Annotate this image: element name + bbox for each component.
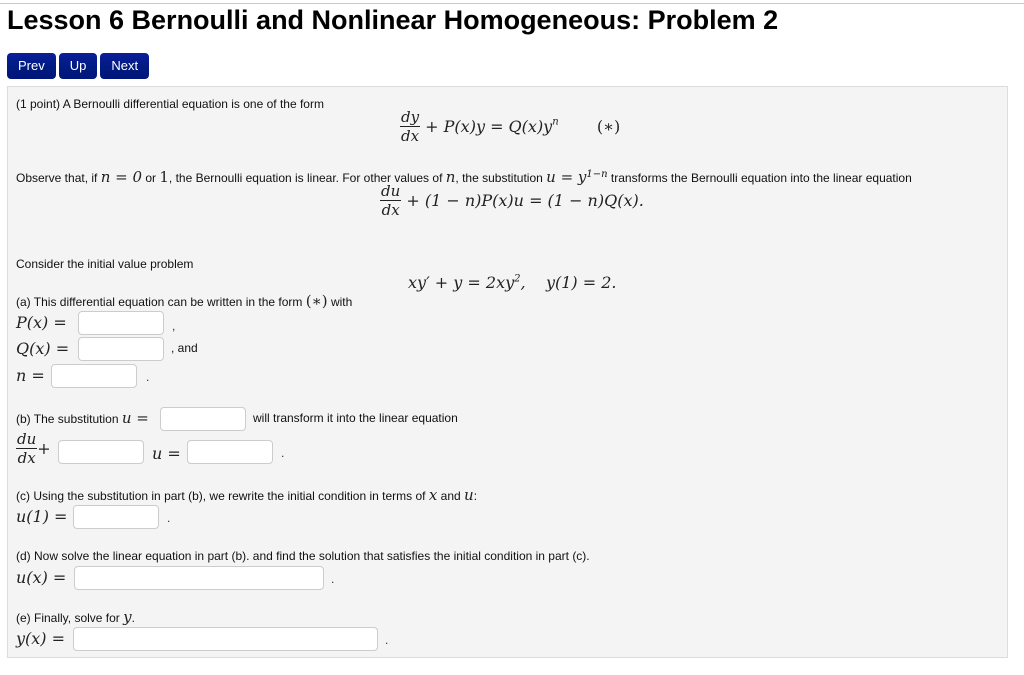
up-button[interactable]: Up bbox=[59, 53, 98, 79]
rhs-input[interactable] bbox=[187, 440, 273, 464]
part-c-text: (c) Using the substitution in part (b), we rewrite the initial condition in terms of x and u: bbox=[16, 486, 478, 504]
part-e-period: . bbox=[385, 633, 389, 647]
part-c-period: . bbox=[167, 511, 171, 525]
q-of-x-label: Q(x) = bbox=[16, 339, 70, 358]
part-a-text: (a) This differential equation can be written in the form (∗) with bbox=[16, 292, 353, 310]
du-dx-fraction-b: $\frac{du}{dx}$ bbox=[17, 430, 37, 467]
p-comma: , bbox=[172, 319, 176, 333]
part-d-period: . bbox=[331, 572, 335, 586]
part-b-text: (b) The substitution u = bbox=[16, 409, 149, 427]
n-period: . bbox=[146, 370, 150, 384]
part-b-period: . bbox=[281, 446, 285, 460]
consider-text: Consider the initial value problem bbox=[16, 257, 194, 271]
q-and-text: , and bbox=[171, 341, 198, 355]
u-equals-label: u = bbox=[152, 444, 181, 463]
du-dx-fraction: $\frac{du}{dx}$ bbox=[381, 182, 401, 219]
equation-tag: (∗) bbox=[596, 117, 621, 136]
p-of-x-input[interactable] bbox=[78, 311, 164, 335]
problem-intro: (1 point) A Bernoulli differential equation is one of the form bbox=[16, 97, 324, 111]
u-of-x-input[interactable] bbox=[74, 566, 324, 590]
linear-equation: $\frac{du}{dx}$ + (1 − n)P(x)u = (1 − n)Q(x). bbox=[381, 182, 644, 219]
page-title: Lesson 6 Bernoulli and Nonlinear Homogeneous: Problem 2 bbox=[7, 5, 779, 35]
navigation-bar bbox=[7, 53, 149, 79]
u-of-1-input[interactable] bbox=[73, 505, 159, 529]
n-input[interactable] bbox=[51, 364, 137, 388]
next-button[interactable]: Next bbox=[100, 53, 149, 79]
dy-dx-fraction: $\frac{dy}{dx}$ bbox=[401, 108, 420, 145]
observe-text: Observe that, if n = 0 or 1, the Bernoulli equation is linear. For other values of n, the substitution $u = y^{1-n}$ transforms the Bernoulli equation into the linear equation bbox=[16, 168, 912, 186]
initial-value-problem: $xy' + y = 2xy^2$, y(1) = 2. bbox=[408, 273, 617, 292]
part-e-text: (e) Finally, solve for y. bbox=[16, 608, 135, 626]
part-b-transform-text: will transform it into the linear equation bbox=[253, 411, 458, 425]
n-label: n = bbox=[16, 366, 45, 385]
substitution-input[interactable] bbox=[160, 407, 246, 431]
bernoulli-equation: $\frac{dy}{dx}$ + $P(x)y = Q(x)y^n$ (∗) bbox=[401, 108, 621, 145]
y-of-x-label: y(x) = bbox=[16, 629, 66, 648]
p-of-x-label: P(x) = bbox=[16, 313, 67, 332]
u-of-x-label: u(x) = bbox=[16, 568, 67, 587]
coefficient-input[interactable] bbox=[58, 440, 144, 464]
part-d-text: (d) Now solve the linear equation in part (b). and find the solution that satisfies the initial condition in part (c). bbox=[16, 549, 590, 563]
u-of-1-label: u(1) = bbox=[16, 507, 68, 526]
prev-button[interactable]: Prev bbox=[7, 53, 56, 79]
part-b-linear-equation: $\frac{du}{dx}$ + bbox=[17, 430, 51, 467]
q-of-x-input[interactable] bbox=[78, 337, 164, 361]
y-of-x-input[interactable] bbox=[73, 627, 378, 651]
problem-panel bbox=[7, 86, 1008, 658]
